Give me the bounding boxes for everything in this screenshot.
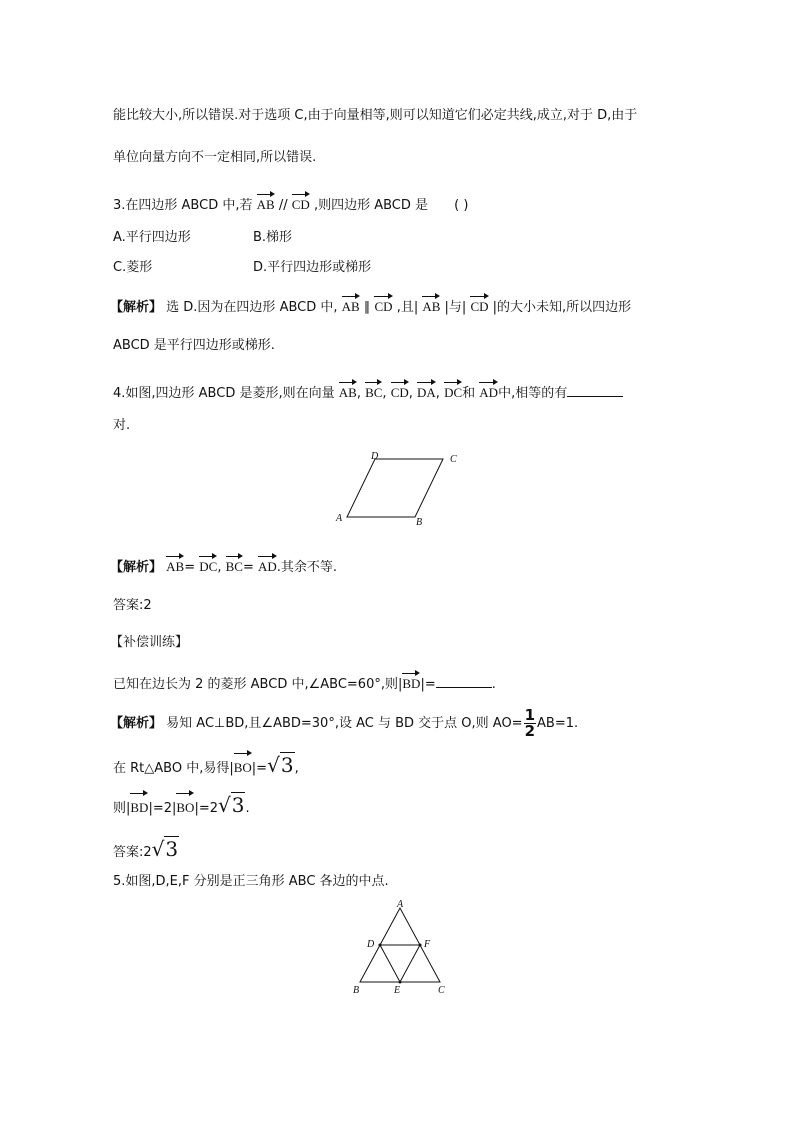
- supplementary-answer: [113, 836, 179, 866]
- vector-BC: BC: [365, 381, 382, 402]
- equals: =: [242, 560, 254, 575]
- parallel-symbol: ∥: [363, 300, 371, 315]
- vector-DC: DC: [199, 555, 217, 576]
- supplementary-solution-line2: [113, 752, 299, 782]
- label-C: C: [438, 985, 445, 996]
- label-A: A: [336, 513, 343, 524]
- question-4-solution: 【解析】 AB= DC, BC= AD.其余不等.: [110, 555, 337, 577]
- fraction-numerator: 1: [524, 706, 536, 724]
- vector-AD: AD: [258, 555, 277, 576]
- label-D: D: [367, 939, 375, 950]
- solution-text: |=: [251, 761, 268, 776]
- option-C: C.菱形: [113, 260, 153, 275]
- text-line: 单位向量方向不一定相同,所以错误.: [113, 150, 317, 165]
- vector-DC: DC: [444, 381, 462, 402]
- sqrt-expression: √3: [267, 753, 294, 777]
- stem-text: ,则四边形 ABCD 是: [313, 198, 429, 213]
- solution-text: 在 Rt△ABO 中,易得|: [113, 761, 234, 776]
- vector-AB: AB: [257, 193, 275, 214]
- vector-BO: BO: [176, 792, 194, 821]
- stem-text: 已知在边长为 2 的菱形 ABCD 中,∠ABC=60°,则|: [113, 677, 403, 692]
- text-line: 能比较大小,所以错误.对于选项 C,由于向量相等,则可以知道它们必定共线,成立,对于 D,由于: [113, 108, 638, 123]
- parallel-symbol: //: [278, 198, 292, 213]
- question-4-stem: 4.如图,四边形 ABCD 是菱形,则在向量 AB, BC, CD, DA, DC和 AD中,相等的有: [113, 381, 623, 403]
- solution-text: 易知 AC⊥BD,且∠ABD=30°,设 AC 与 BD 交于点 O,则 AO=: [166, 716, 523, 731]
- stem-text: |=: [420, 677, 436, 692]
- solution-text: 选 D.因为在四边形 ABCD 中,: [166, 300, 338, 315]
- supplementary-stem: [113, 672, 496, 694]
- label-B: B: [416, 517, 423, 528]
- solution-text: |=2: [194, 801, 218, 816]
- solution-text: ,: [294, 761, 299, 776]
- supplementary-heading: 【补偿训练】: [110, 635, 189, 650]
- question-4-answer: 答案:2: [113, 598, 152, 613]
- label-C: C: [450, 454, 457, 465]
- question-3-solution: [110, 295, 631, 317]
- equals: =: [184, 560, 196, 575]
- vector-BD: BD: [402, 672, 420, 693]
- label-B: B: [353, 985, 360, 996]
- solution-tag: 【解析】: [110, 716, 163, 731]
- stem-text: .: [491, 677, 496, 692]
- question-3-solution-line2: ABCD 是平行四边形或梯形.: [113, 338, 275, 353]
- label-A: A: [397, 899, 404, 910]
- fraction-one-half: [524, 708, 536, 739]
- vector-CD: CD: [470, 295, 488, 316]
- option-B: B.梯形: [253, 230, 293, 245]
- solution-text: |与|: [444, 300, 467, 315]
- solution-text: |=2|: [148, 801, 177, 816]
- label-D: D: [371, 451, 379, 462]
- answer-parentheses: ( ): [454, 198, 469, 213]
- option-A: A.平行四边形: [113, 230, 191, 245]
- question-3-stem: [113, 193, 468, 215]
- solution-text: .: [245, 801, 250, 816]
- option-D: D.平行四边形或梯形: [253, 260, 372, 275]
- radicand: 3: [280, 753, 294, 777]
- point-F: [419, 944, 422, 947]
- answer-text: 答案:2: [113, 845, 152, 860]
- triangle-figure: [345, 898, 455, 998]
- vector-AB: AB: [339, 381, 357, 402]
- point-E: [399, 981, 402, 984]
- question-5-stem: 5.如图,D,E,F 分别是正三角形 ABC 各边的中点.: [113, 874, 389, 889]
- solution-text: ,且|: [396, 300, 419, 315]
- sqrt-expression: √3: [151, 837, 179, 861]
- stem-text: 4.如图,四边形 ABCD 是菱形,则在向量: [113, 386, 335, 401]
- answer-blank: [436, 675, 492, 688]
- solution-tag: 【解析】: [110, 560, 163, 575]
- triangle-DEF: [380, 945, 420, 982]
- sqrt-expression: √3: [218, 793, 245, 817]
- solution-text: AB=1.: [537, 716, 579, 731]
- vector-CD: CD: [374, 295, 392, 316]
- label-F: F: [424, 939, 431, 950]
- vector-CD: CD: [292, 193, 310, 214]
- supplementary-solution: [110, 706, 578, 742]
- label-E: E: [394, 985, 401, 996]
- vector-CD: CD: [391, 381, 409, 402]
- vector-AB: AB: [342, 295, 360, 316]
- vector-BC: BC: [226, 555, 243, 576]
- solution-tag: 【解析】: [110, 300, 163, 315]
- vector-DA: DA: [417, 381, 436, 402]
- point-D: [379, 944, 382, 947]
- vector-AB: AB: [422, 295, 440, 316]
- and-text: 和: [462, 386, 476, 401]
- vector-BD: BD: [130, 792, 148, 821]
- supplementary-solution-line3: [113, 792, 250, 822]
- radicand: 3: [231, 793, 245, 817]
- solution-text: |的大小未知,所以四边形: [492, 300, 632, 315]
- question-4-stem-end: 对.: [113, 418, 131, 433]
- vector-BO: BO: [234, 752, 252, 781]
- rhombus-outline: [347, 459, 443, 517]
- vector-AD: AD: [479, 381, 498, 402]
- radicand: 3: [165, 837, 179, 861]
- vector-AB: AB: [166, 555, 184, 576]
- stem-text: 3.在四边形 ABCD 中,若: [113, 198, 253, 213]
- answer-blank: [567, 384, 623, 397]
- rhombus-figure: [330, 448, 465, 528]
- stem-text: 中,相等的有: [498, 386, 568, 401]
- fraction-denominator: 2: [524, 722, 536, 740]
- solution-text: .其余不等.: [276, 560, 338, 575]
- solution-text: 则|: [113, 801, 131, 816]
